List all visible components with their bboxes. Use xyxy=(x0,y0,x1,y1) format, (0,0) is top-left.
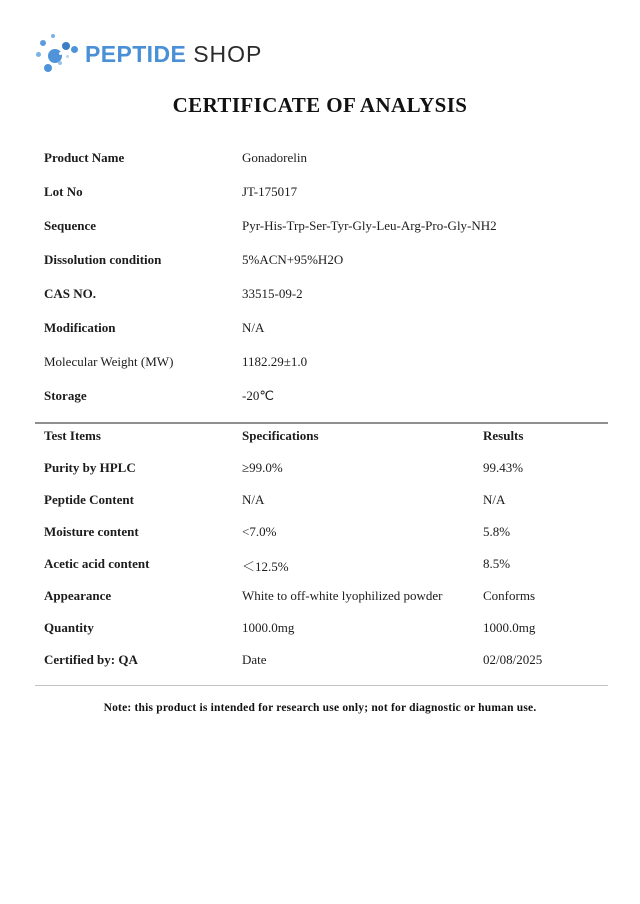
result-cell: N/A xyxy=(483,492,506,507)
result-cell: 02/08/2025 xyxy=(483,652,543,667)
info-value: -20℃ xyxy=(242,388,274,403)
result-cell: Conforms xyxy=(483,588,535,603)
info-value: Pyr-His-Trp-Ser-Tyr-Gly-Leu-Arg-Pro-Gly-NH2 xyxy=(242,218,497,233)
specification-cell: 1000.0mg xyxy=(242,620,295,635)
test-item-cell: Quantity xyxy=(44,620,94,635)
test-item-cell: Certified by: QA xyxy=(44,652,138,667)
specification-cell: N/A xyxy=(242,492,265,507)
info-value: N/A xyxy=(242,320,265,335)
test-table-row xyxy=(44,460,607,492)
test-table-row xyxy=(44,524,607,556)
info-label: Product Name xyxy=(44,150,125,165)
header-specifications: Specifications xyxy=(242,428,319,443)
test-table-row xyxy=(44,652,607,684)
result-cell: 8.5% xyxy=(483,556,511,571)
product-info-row xyxy=(44,184,607,218)
test-table-header-row xyxy=(44,428,607,460)
table-top-rule xyxy=(35,422,608,424)
test-table-row xyxy=(44,620,607,652)
specification-cell: ＜12.5% xyxy=(242,559,289,574)
product-info-row xyxy=(44,286,607,320)
page-title: CERTIFICATE OF ANALYSIS xyxy=(172,93,468,117)
specification-cell: ≥99.0% xyxy=(242,460,283,475)
brand-secondary-text: SHOP xyxy=(193,40,263,67)
test-table-section xyxy=(44,428,607,684)
info-value: JT-175017 xyxy=(242,184,298,199)
logo-text xyxy=(85,41,262,68)
test-table-row xyxy=(44,588,607,620)
logo xyxy=(36,33,262,75)
info-label: Dissolution condition xyxy=(44,252,162,267)
test-item-cell: Appearance xyxy=(44,588,112,603)
info-label: Storage xyxy=(44,388,87,403)
test-table-row xyxy=(44,492,607,524)
header-results: Results xyxy=(483,428,524,443)
info-label: Sequence xyxy=(44,218,96,233)
info-label: Modification xyxy=(44,320,116,335)
specification-cell: <7.0% xyxy=(242,524,277,539)
research-use-note: Note: this product is intended for research use only; not for diagnostic or human use. xyxy=(103,702,537,714)
test-item-cell: Peptide Content xyxy=(44,492,134,507)
result-cell: 99.43% xyxy=(483,460,524,475)
product-info-row xyxy=(44,252,607,286)
info-label: Molecular Weight (MW) xyxy=(44,354,174,369)
specification-cell: White to off-white lyophilized powder xyxy=(242,588,443,603)
product-info-row xyxy=(44,354,607,388)
product-info-row xyxy=(44,218,607,252)
table-bottom-rule xyxy=(35,685,608,686)
info-value: 5%ACN+95%H2O xyxy=(242,252,344,267)
test-table-row xyxy=(44,556,607,588)
test-item-cell: Acetic acid content xyxy=(44,556,150,571)
info-label: CAS NO. xyxy=(44,286,97,301)
result-cell: 5.8% xyxy=(483,524,511,539)
test-item-cell: Moisture content xyxy=(44,524,139,539)
info-label: Lot No xyxy=(44,184,83,199)
product-info-row xyxy=(44,150,607,184)
test-item-cell: Purity by HPLC xyxy=(44,460,136,475)
product-info-row xyxy=(44,320,607,354)
peptide-molecule-icon xyxy=(36,33,76,75)
brand-primary-text: PEPTIDE xyxy=(85,40,187,67)
info-value: 1182.29±1.0 xyxy=(242,354,308,369)
result-cell: 1000.0mg xyxy=(483,620,536,635)
info-value: 33515-09-2 xyxy=(242,286,303,301)
product-info-section xyxy=(44,150,607,422)
header-test-items: Test Items xyxy=(44,428,101,443)
product-info-row xyxy=(44,388,607,422)
specification-cell: Date xyxy=(242,652,267,667)
info-value: Gonadorelin xyxy=(242,150,307,165)
